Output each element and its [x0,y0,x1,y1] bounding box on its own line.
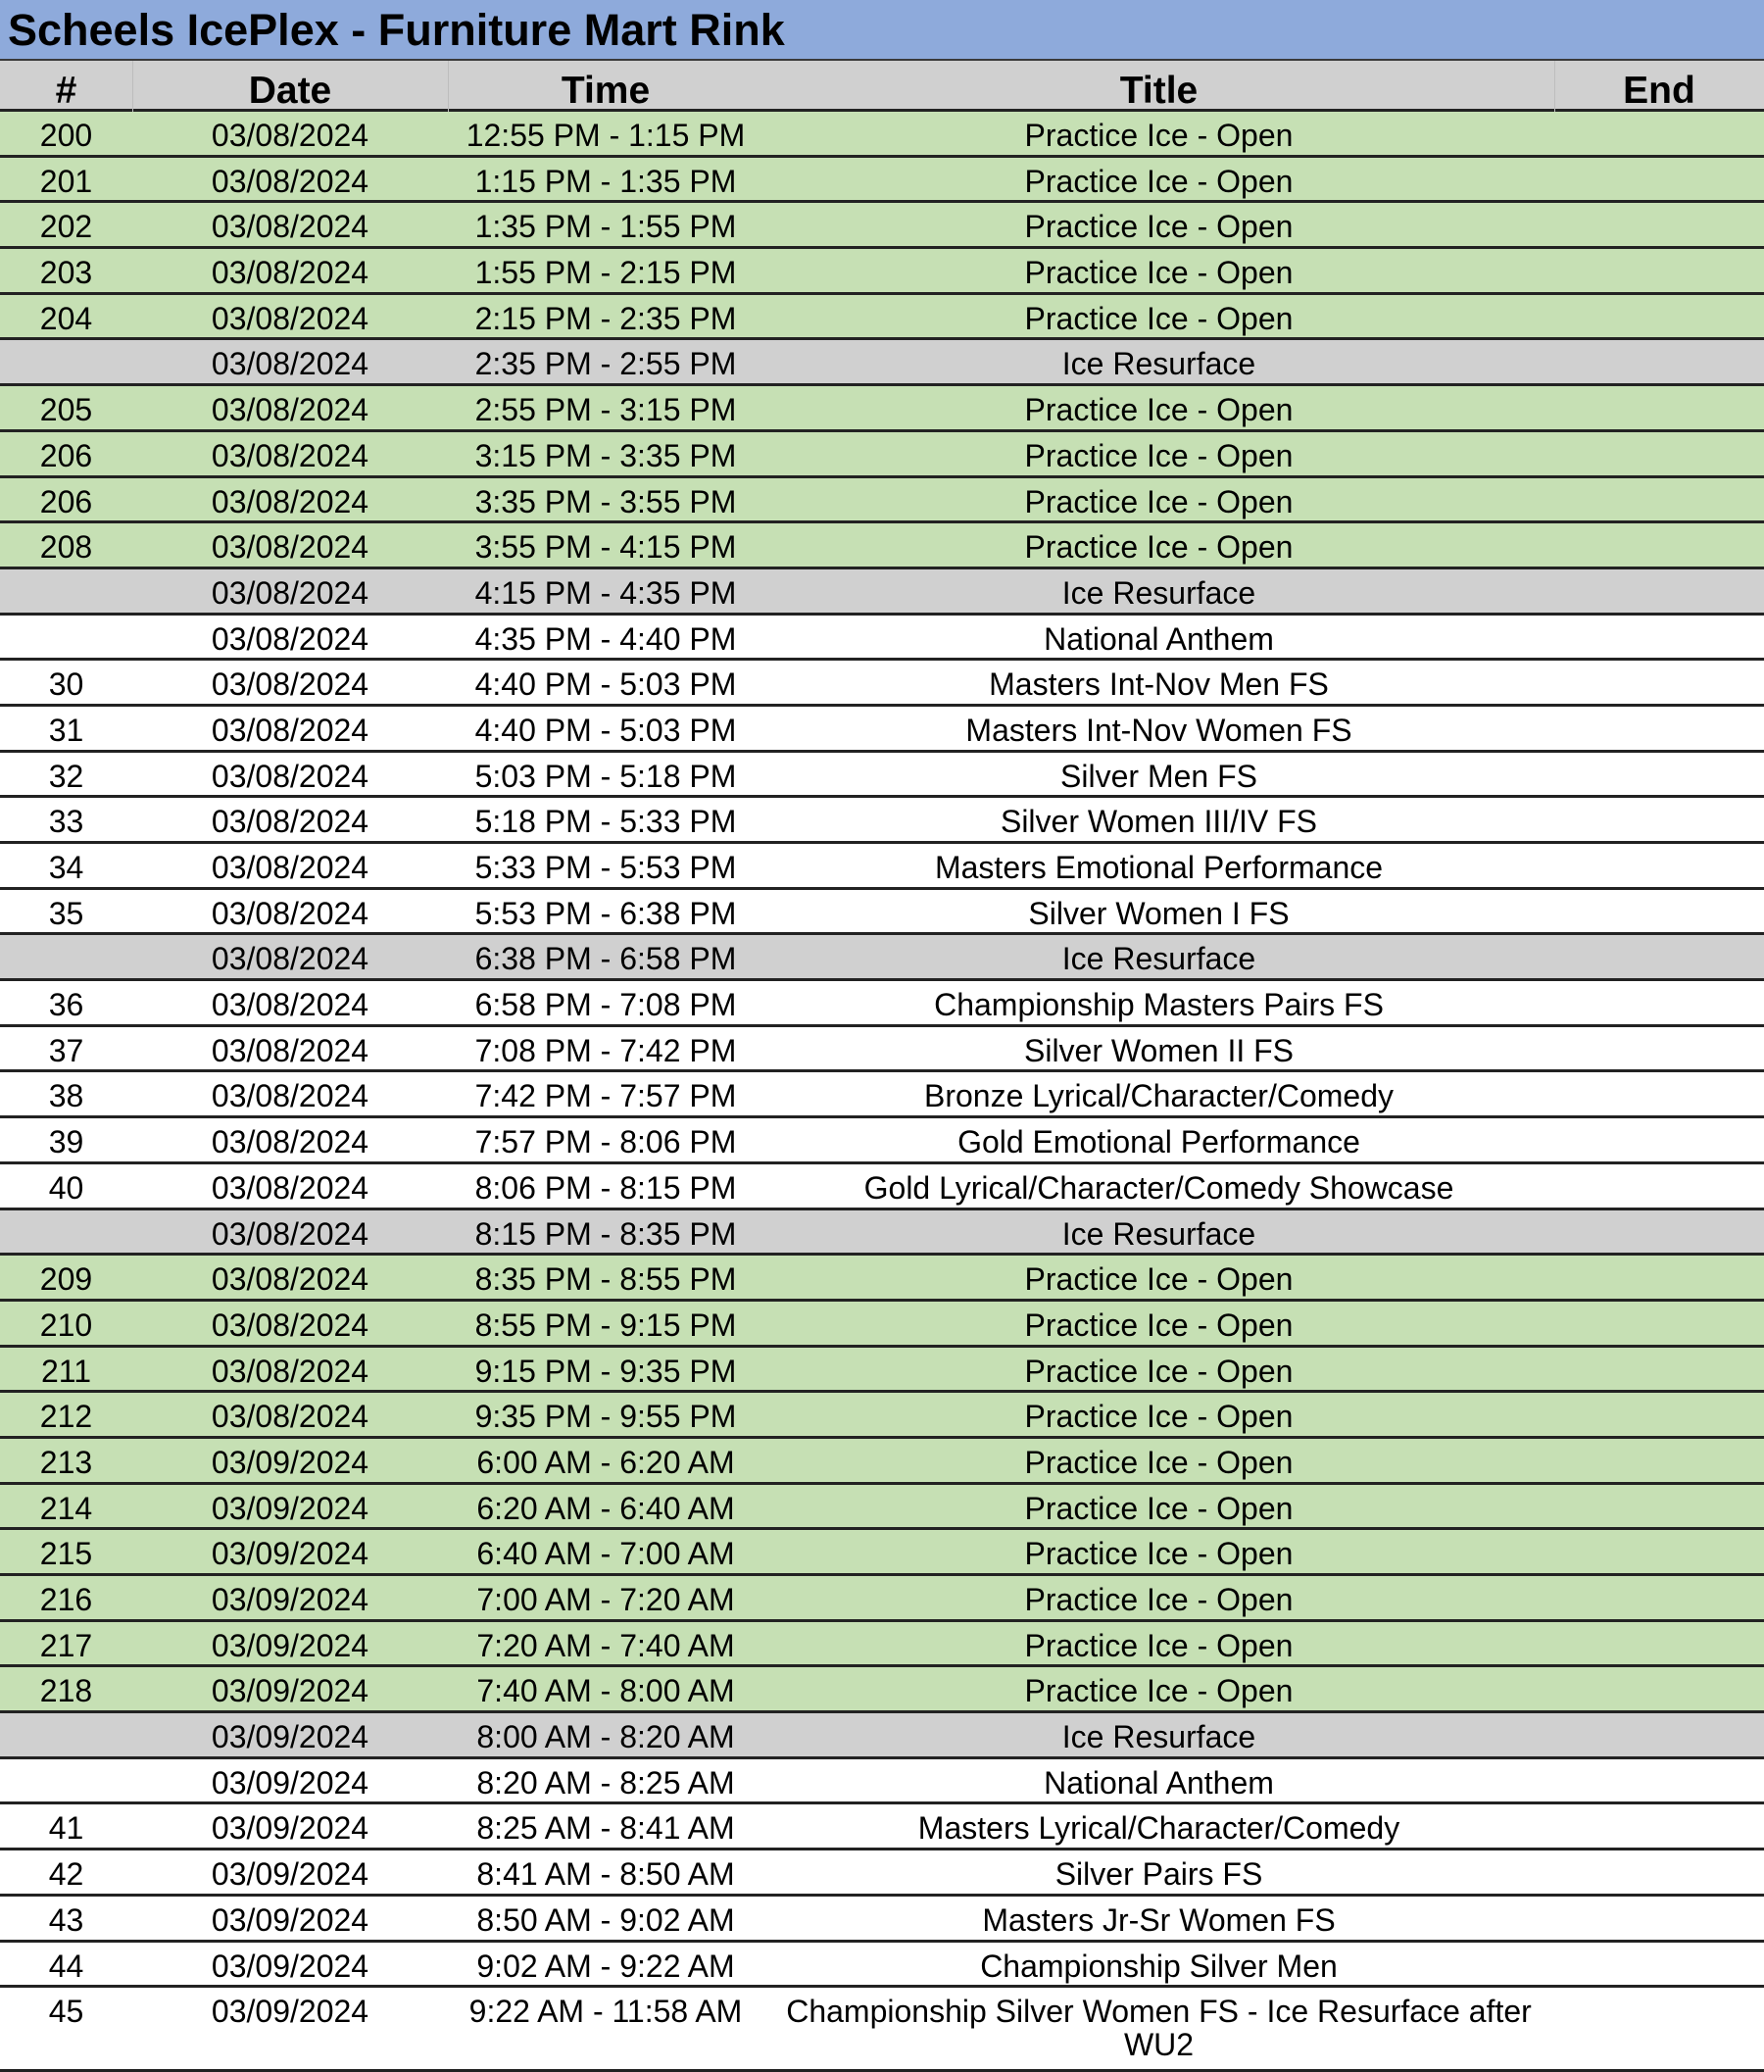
sheet-title-bar [0,0,1764,61]
schedule-row[interactable] [0,798,1764,844]
time-cell[interactable]: 1:35 PM - 1:55 PM [474,209,737,245]
event-number-cell[interactable]: 43 [48,1901,84,1938]
date-cell[interactable]: 03/09/2024 [211,1444,369,1480]
date-cell[interactable]: 03/08/2024 [211,850,369,885]
event-number-cell[interactable]: 206 [39,437,93,473]
time-cell[interactable]: 4:15 PM - 4:35 PM [474,574,737,611]
event-number-cell[interactable]: 31 [48,712,84,748]
column-header-row [0,61,1764,112]
date-cell[interactable]: 03/08/2024 [211,712,369,748]
time-cell[interactable]: 6:58 PM - 7:08 PM [474,987,737,1023]
date-cell[interactable]: 03/08/2024 [211,437,369,473]
title-cell[interactable]: Practice Ice - Open [1024,1536,1294,1572]
time-cell[interactable]: 6:38 PM - 6:58 PM [474,941,737,977]
event-number-cell[interactable]: 32 [48,758,84,794]
date-cell[interactable]: 03/08/2024 [211,804,369,840]
title-cell[interactable]: Practice Ice - Open [1024,209,1294,245]
title-cell[interactable]: Ice Resurface [1061,1719,1256,1755]
time-cell[interactable]: 9:22 AM - 11:58 AM [468,1994,743,2030]
event-number-cell[interactable]: 38 [48,1078,84,1114]
time-cell[interactable]: 8:25 AM - 8:41 AM [476,1810,735,1847]
schedule-row[interactable] [0,1713,1764,1759]
date-cell[interactable]: 03/09/2024 [211,1948,369,1984]
time-cell[interactable]: 12:55 PM - 1:15 PM [466,118,746,153]
title-cell[interactable]: Practice Ice - Open [1024,392,1294,428]
time-cell[interactable]: 5:33 PM - 5:53 PM [474,850,737,885]
schedule-row[interactable] [0,478,1764,524]
title-cell[interactable]: Masters Jr-Sr Women FS [982,1901,1336,1938]
date-cell[interactable]: 03/08/2024 [211,483,369,519]
date-cell[interactable]: 03/08/2024 [211,620,369,657]
schedule-row[interactable] [0,1027,1764,1073]
schedule-row[interactable] [0,1804,1764,1850]
title-cell[interactable]: Silver Men FS [1060,758,1257,794]
date-cell[interactable]: 03/08/2024 [211,1353,369,1389]
title-cell[interactable]: Masters Int-Nov Men FS [989,666,1329,703]
schedule-row[interactable] [0,1759,1764,1805]
title-cell[interactable]: National Anthem [1044,1764,1274,1801]
time-cell[interactable]: 7:57 PM - 8:06 PM [474,1124,737,1160]
time-cell[interactable]: 7:42 PM - 7:57 PM [474,1078,737,1114]
time-cell[interactable]: 6:00 AM - 6:20 AM [476,1444,735,1480]
date-cell[interactable]: 03/08/2024 [211,529,369,566]
event-number-cell[interactable]: 204 [39,300,93,336]
title-cell[interactable]: Practice Ice - Open [1024,255,1294,291]
column-header-title[interactable]: Title [1119,70,1199,112]
date-cell[interactable]: 03/08/2024 [211,666,369,703]
schedule-row[interactable] [0,569,1764,616]
event-number-cell[interactable]: 41 [48,1810,84,1847]
schedule-row[interactable] [0,523,1764,569]
schedule-row[interactable] [0,1485,1764,1531]
schedule-row[interactable] [0,432,1764,478]
time-cell[interactable]: 4:40 PM - 5:03 PM [474,666,737,703]
header-divider [1554,61,1555,112]
date-cell[interactable]: 03/09/2024 [211,1764,369,1801]
date-cell[interactable]: 03/08/2024 [211,209,369,245]
title-cell[interactable]: Practice Ice - Open [1024,1582,1294,1617]
date-cell[interactable]: 03/08/2024 [211,346,369,382]
title-cell[interactable]: Masters Lyrical/Character/Comedy [917,1810,1400,1847]
date-cell[interactable]: 03/09/2024 [211,1490,369,1526]
title-cell[interactable]: Practice Ice - Open [1024,1353,1294,1389]
event-number-cell[interactable]: 206 [39,483,93,519]
title-cell[interactable]: Silver Women II FS [1023,1032,1295,1068]
event-number-cell[interactable]: 42 [48,1856,84,1893]
event-number-cell[interactable]: 215 [39,1536,93,1572]
time-cell[interactable]: 8:00 AM - 8:20 AM [476,1719,735,1755]
schedule-row[interactable] [0,1622,1764,1668]
title-cell[interactable]: Practice Ice - Open [1024,1261,1294,1298]
date-cell[interactable]: 03/09/2024 [211,1994,369,2030]
schedule-row[interactable] [0,890,1764,936]
date-cell[interactable]: 03/09/2024 [211,1627,369,1663]
schedule-row[interactable] [0,1302,1764,1348]
event-number-cell[interactable]: 209 [39,1261,93,1298]
time-cell[interactable]: 4:40 PM - 5:03 PM [474,712,737,748]
event-number-cell[interactable]: 200 [39,118,93,153]
time-cell[interactable]: 6:40 AM - 7:00 AM [476,1536,735,1572]
date-cell[interactable]: 03/08/2024 [211,163,369,199]
date-cell[interactable]: 03/08/2024 [211,255,369,291]
time-cell[interactable]: 2:35 PM - 2:55 PM [474,346,737,382]
event-number-cell[interactable]: 202 [39,209,93,245]
schedule-row[interactable] [0,386,1764,432]
title-cell[interactable]: Bronze Lyrical/Character/Comedy [924,1078,1394,1114]
schedule-rows [0,112,1764,2072]
date-cell[interactable]: 03/08/2024 [211,1307,369,1343]
schedule-row[interactable] [0,1118,1764,1164]
schedule-row[interactable] [0,340,1764,386]
schedule-row[interactable] [0,1943,1764,1989]
event-number-cell[interactable]: 35 [48,895,84,931]
title-cell[interactable]: Practice Ice - Open [1024,163,1294,199]
event-number-cell[interactable]: 217 [39,1627,93,1663]
event-number-cell[interactable]: 33 [48,804,84,840]
schedule-row[interactable] [0,1439,1764,1485]
date-cell[interactable]: 03/08/2024 [211,1078,369,1114]
time-cell[interactable]: 2:15 PM - 2:35 PM [474,300,737,336]
date-cell[interactable]: 03/08/2024 [211,392,369,428]
time-cell[interactable]: 7:40 AM - 8:00 AM [476,1673,735,1709]
date-cell[interactable]: 03/08/2024 [211,1032,369,1068]
time-cell[interactable]: 8:20 AM - 8:25 AM [476,1764,735,1801]
title-cell[interactable]: Masters Emotional Performance [934,850,1384,885]
title-cell[interactable]: Silver Pairs FS [1054,1856,1263,1893]
event-number-cell[interactable]: 216 [39,1582,93,1617]
schedule-row[interactable] [0,112,1764,158]
date-cell[interactable]: 03/09/2024 [211,1719,369,1755]
header-divider [448,61,449,112]
title-cell[interactable]: Practice Ice - Open [1024,1673,1294,1709]
header-divider [132,61,133,112]
date-cell[interactable]: 03/09/2024 [211,1673,369,1709]
title-cell[interactable]: National Anthem [1044,620,1274,657]
time-cell[interactable]: 8:50 AM - 9:02 AM [476,1901,735,1938]
time-cell[interactable]: 7:00 AM - 7:20 AM [476,1582,735,1617]
schedule-row[interactable] [0,1667,1764,1713]
title-cell[interactable]: Practice Ice - Open [1024,300,1294,336]
event-number-cell[interactable]: 44 [48,1948,84,1984]
time-cell[interactable]: 4:35 PM - 4:40 PM [474,620,737,657]
schedule-row[interactable] [0,249,1764,295]
date-cell[interactable]: 03/08/2024 [211,300,369,336]
title-cell[interactable]: Gold Emotional Performance [957,1124,1360,1160]
schedule-row[interactable] [0,1164,1764,1210]
date-cell[interactable]: 03/08/2024 [211,987,369,1023]
schedule-row[interactable] [0,1576,1764,1622]
schedule-row[interactable] [0,1530,1764,1576]
title-cell[interactable]: Ice Resurface [1061,346,1256,382]
event-number-cell[interactable]: 205 [39,392,93,428]
date-cell[interactable]: 03/08/2024 [211,758,369,794]
sheet-title: Scheels IcePlex - Furniture Mart Rink [8,5,785,55]
event-number-cell[interactable]: 212 [39,1399,93,1435]
schedule-row[interactable] [0,661,1764,707]
time-cell[interactable]: 9:15 PM - 9:35 PM [474,1353,737,1389]
date-cell[interactable]: 03/08/2024 [211,1399,369,1435]
title-cell[interactable]: Championship Masters Pairs FS [934,987,1384,1023]
time-cell[interactable]: 7:08 PM - 7:42 PM [474,1032,737,1068]
date-cell[interactable]: 03/08/2024 [211,941,369,977]
column-header-date[interactable]: Date [248,70,332,112]
time-cell[interactable]: 1:15 PM - 1:35 PM [474,163,737,199]
schedule-row[interactable] [0,203,1764,249]
column-header-time[interactable]: Time [561,70,651,112]
column-header-end[interactable]: End [1623,70,1695,112]
time-cell[interactable]: 3:35 PM - 3:55 PM [474,483,737,519]
event-number-cell[interactable]: 210 [39,1307,93,1343]
schedule-row[interactable] [0,295,1764,341]
date-cell[interactable]: 03/08/2024 [211,574,369,611]
title-cell[interactable]: Gold Lyrical/Character/Comedy Showcase [863,1169,1454,1206]
schedule-row[interactable] [0,753,1764,799]
time-cell[interactable]: 5:53 PM - 6:38 PM [474,895,737,931]
schedule-row[interactable] [0,1256,1764,1302]
date-cell[interactable]: 03/09/2024 [211,1536,369,1572]
event-number-cell[interactable]: 214 [39,1490,93,1526]
date-cell[interactable]: 03/08/2024 [211,1124,369,1160]
event-number-cell[interactable]: 45 [48,1994,84,2030]
title-cell[interactable]: Practice Ice - Open [1024,1627,1294,1663]
schedule-row[interactable] [0,1897,1764,1943]
time-cell[interactable]: 8:55 PM - 9:15 PM [474,1307,737,1343]
title-cell[interactable]: Ice Resurface [1061,1215,1256,1252]
event-number-cell[interactable]: 34 [48,850,84,885]
time-cell[interactable]: 5:03 PM - 5:18 PM [474,758,737,794]
time-cell[interactable]: 8:41 AM - 8:50 AM [476,1856,735,1893]
event-number-cell[interactable]: 201 [39,163,93,199]
title-cell[interactable]: Ice Resurface [1061,574,1256,611]
schedule-row[interactable] [0,981,1764,1027]
event-number-cell[interactable]: 208 [39,529,93,566]
date-cell[interactable]: 03/09/2024 [211,1901,369,1938]
date-cell[interactable]: 03/08/2024 [211,1261,369,1298]
schedule-row[interactable] [0,1348,1764,1394]
event-number-cell[interactable]: 213 [39,1444,93,1480]
time-cell[interactable]: 1:55 PM - 2:15 PM [474,255,737,291]
time-cell[interactable]: 8:35 PM - 8:55 PM [474,1261,737,1298]
title-cell[interactable]: Practice Ice - Open [1024,483,1294,519]
title-cell[interactable]: Practice Ice - Open [1024,437,1294,473]
date-cell[interactable]: 03/09/2024 [211,1810,369,1847]
column-header-number[interactable]: # [55,70,77,112]
event-number-cell[interactable]: 37 [48,1032,84,1068]
schedule-row[interactable] [0,844,1764,890]
date-cell[interactable]: 03/09/2024 [211,1582,369,1617]
time-cell[interactable]: 2:55 PM - 3:15 PM [474,392,737,428]
time-cell[interactable]: 7:20 AM - 7:40 AM [476,1627,735,1663]
title-cell[interactable]: Silver Women III/IV FS [1000,804,1318,840]
date-cell[interactable]: 03/08/2024 [211,118,369,153]
schedule-row[interactable] [0,616,1764,662]
event-number-cell[interactable]: 40 [48,1169,84,1206]
title-cell[interactable]: Practice Ice - Open [1024,1444,1294,1480]
title-cell[interactable]: Championship Silver Men [980,1948,1338,1984]
time-cell[interactable]: 5:18 PM - 5:33 PM [474,804,737,840]
event-number-cell[interactable]: 30 [48,666,84,703]
event-number-cell[interactable]: 218 [39,1673,93,1709]
title-cell[interactable]: Championship Silver Women FS - Ice Resurface after WU2 [786,1994,1532,2063]
date-cell[interactable]: 03/08/2024 [211,1215,369,1252]
date-cell[interactable]: 03/09/2024 [211,1856,369,1893]
schedule-row[interactable] [0,1072,1764,1118]
title-cell[interactable]: Masters Int-Nov Women FS [965,712,1352,748]
schedule-row[interactable] [0,1210,1764,1257]
time-cell[interactable]: 8:06 PM - 8:15 PM [474,1169,737,1206]
event-number-cell[interactable]: 39 [48,1124,84,1160]
time-cell[interactable]: 8:15 PM - 8:35 PM [474,1215,737,1252]
event-number-cell[interactable]: 211 [40,1353,91,1389]
time-cell[interactable]: 3:55 PM - 4:15 PM [474,529,737,566]
schedule-row[interactable] [0,935,1764,981]
schedule-row[interactable] [0,1850,1764,1897]
title-cell[interactable]: Practice Ice - Open [1024,1307,1294,1343]
schedule-row[interactable] [0,1393,1764,1439]
schedule-row[interactable] [0,158,1764,204]
title-cell[interactable]: Practice Ice - Open [1024,1399,1294,1435]
event-number-cell[interactable]: 36 [48,987,84,1023]
title-cell[interactable]: Ice Resurface [1061,941,1256,977]
title-cell[interactable]: Practice Ice - Open [1024,1490,1294,1526]
title-cell[interactable]: Practice Ice - Open [1024,529,1294,566]
date-cell[interactable]: 03/08/2024 [211,895,369,931]
time-cell[interactable]: 9:02 AM - 9:22 AM [476,1948,735,1984]
time-cell[interactable]: 9:35 PM - 9:55 PM [474,1399,737,1435]
date-cell[interactable]: 03/08/2024 [211,1169,369,1206]
event-number-cell[interactable]: 203 [39,255,93,291]
time-cell[interactable]: 3:15 PM - 3:35 PM [474,437,737,473]
schedule-row[interactable] [0,1988,1764,2072]
title-cell[interactable]: Practice Ice - Open [1024,118,1294,153]
schedule-row[interactable] [0,707,1764,753]
time-cell[interactable]: 6:20 AM - 6:40 AM [476,1490,735,1526]
title-cell[interactable]: Silver Women I FS [1028,895,1290,931]
